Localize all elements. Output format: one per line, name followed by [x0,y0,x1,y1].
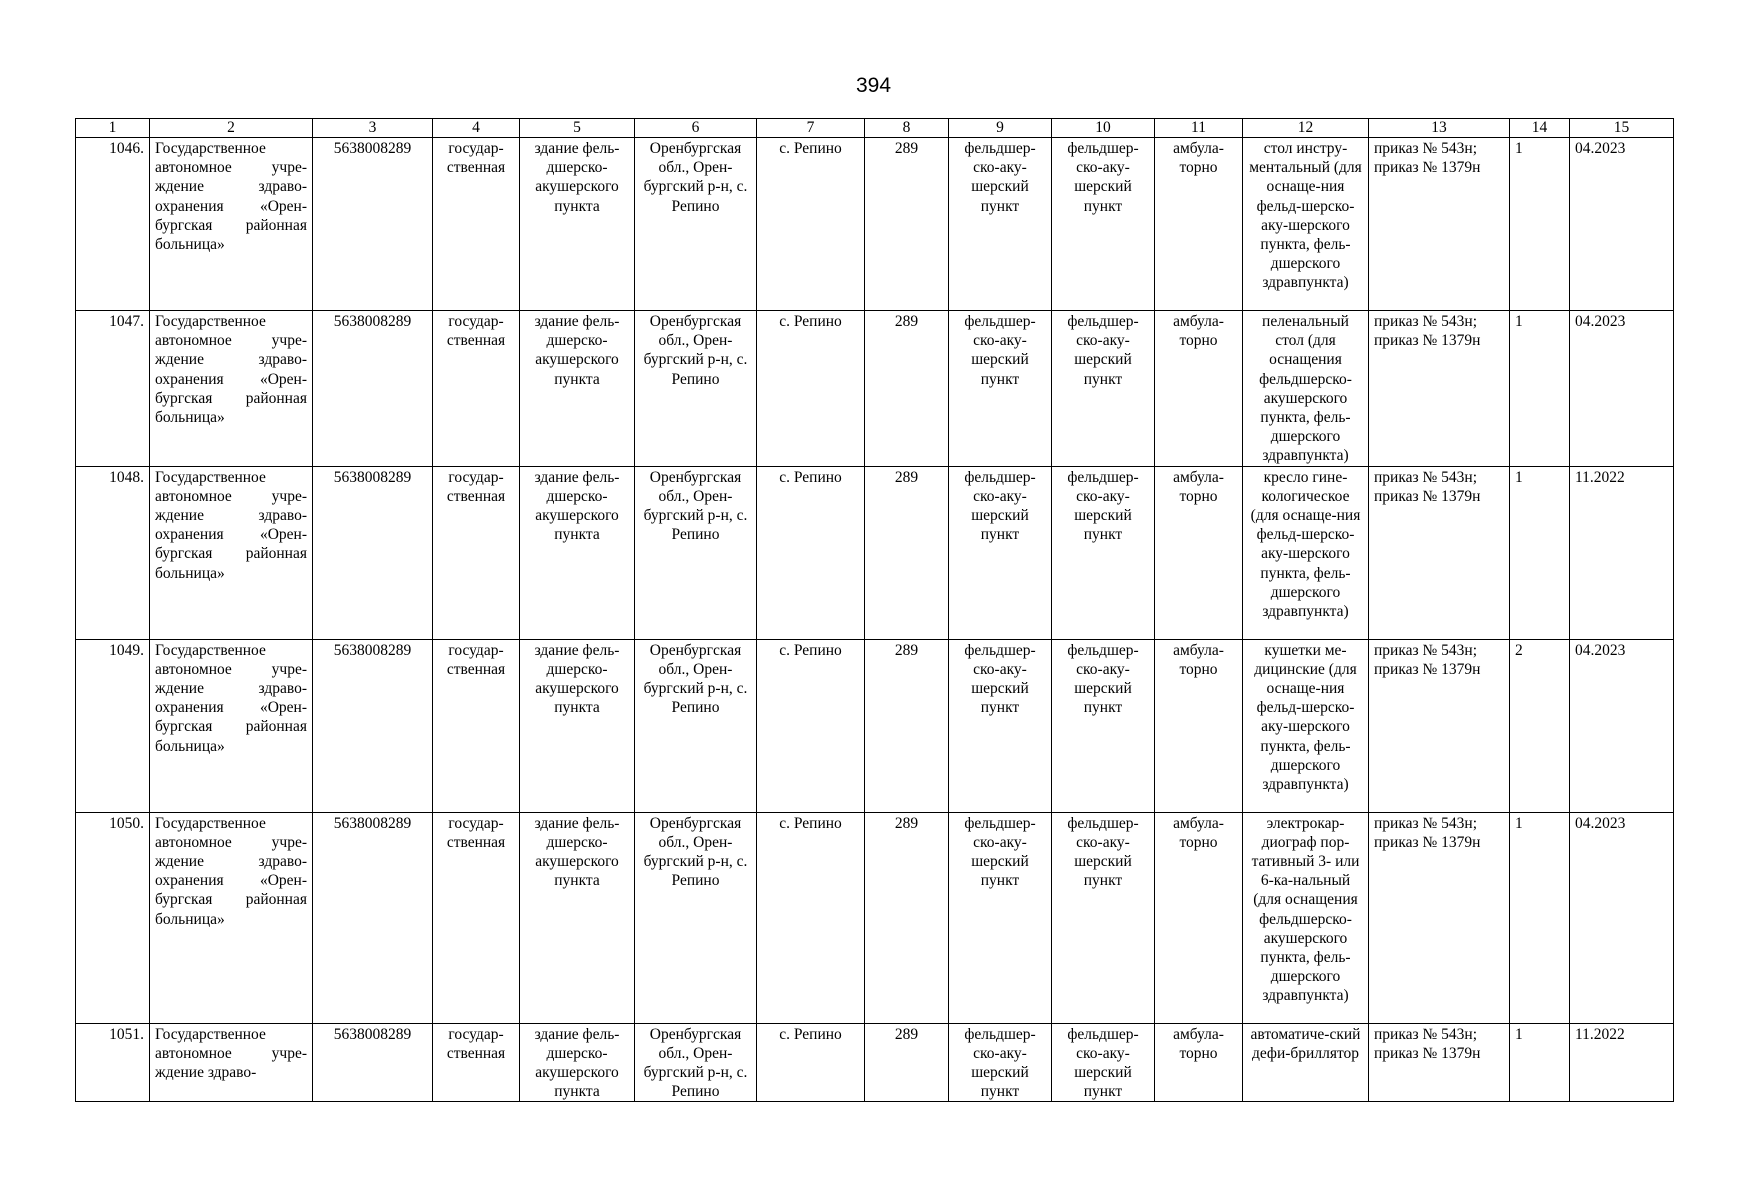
equipment-cell: кресло гине-кологическое (для оснаще-ния фельд-шерско-аку-шерского пункта, фель-дшерского здравпункта) [1243,466,1369,639]
facility-kind-cell: фельдшер-ско-аку-шерский пункт [1052,812,1155,1023]
facility-type-cell: фельдшер-ско-аку-шерский пункт [949,466,1052,639]
building-cell: здание фель-дшерско-акушерского пункта [520,812,635,1023]
ownership-cell: государ-ственная [433,1023,520,1102]
address-cell: Оренбургская обл., Орен-бургский р-н, с. Репино [635,639,757,812]
address-cell: Оренбургская обл., Орен-бургский р-н, с. Репино [635,466,757,639]
locality-cell: с. Репино [757,138,865,311]
ownership-cell: государ-ственная [433,466,520,639]
row-number-cell: 1051. [76,1023,150,1102]
order-cell: приказ № 543н; приказ № 1379н [1369,466,1510,639]
inn-cell: 5638008289 [313,639,433,812]
equipment-cell: автоматиче-ский дефи-бриллятор [1243,1023,1369,1102]
column-header: 1 [76,119,150,138]
facility-kind-cell: фельдшер-ско-аку-шерский пункт [1052,639,1155,812]
care-form-cell: амбула-торно [1155,138,1243,311]
date-cell: 04.2023 [1570,812,1674,1023]
column-header: 6 [635,119,757,138]
address-cell: Оренбургская обл., Орен-бургский р-н, с. Репино [635,311,757,467]
inn-cell: 5638008289 [313,311,433,467]
order-cell: приказ № 543н; приказ № 1379н [1369,812,1510,1023]
quantity-cell: 1 [1510,311,1570,467]
order-cell: приказ № 543н; приказ № 1379н [1369,311,1510,467]
row-number-cell: 1048. [76,466,150,639]
care-form-cell: амбула-торно [1155,466,1243,639]
ownership-cell: государ-ственная [433,311,520,467]
column-header: 14 [1510,119,1570,138]
population-cell: 289 [865,812,949,1023]
row-number-cell: 1049. [76,639,150,812]
column-header: 4 [433,119,520,138]
order-cell: приказ № 543н; приказ № 1379н [1369,138,1510,311]
date-cell: 04.2023 [1570,311,1674,467]
table-row [76,639,1674,812]
facility-kind-cell: фельдшер-ско-аку-шерский пункт [1052,138,1155,311]
page-number: 394 [855,74,892,97]
quantity-cell: 1 [1510,138,1570,311]
row-number-cell: 1050. [76,812,150,1023]
column-header: 15 [1570,119,1674,138]
care-form-cell: амбула-торно [1155,639,1243,812]
organization-cell: Государственное автономное учре-ждение здраво-охранения «Орен-бургская районная больница» [150,138,313,311]
quantity-cell: 1 [1510,466,1570,639]
quantity-cell: 1 [1510,812,1570,1023]
registry-table [75,118,1674,1102]
facility-kind-cell: фельдшер-ско-аку-шерский пункт [1052,466,1155,639]
column-header: 5 [520,119,635,138]
building-cell: здание фель-дшерско-акушерского пункта [520,138,635,311]
building-cell: здание фель-дшерско-акушерского пункта [520,639,635,812]
date-cell: 11.2022 [1570,1023,1674,1102]
population-cell: 289 [865,138,949,311]
quantity-cell: 2 [1510,639,1570,812]
facility-type-cell: фельдшер-ско-аку-шерский пункт [949,311,1052,467]
population-cell: 289 [865,466,949,639]
care-form-cell: амбула-торно [1155,1023,1243,1102]
facility-kind-cell: фельдшер-ско-аку-шерский пункт [1052,1023,1155,1102]
facility-type-cell: фельдшер-ско-аку-шерский пункт [949,138,1052,311]
organization-cell: Государственное автономное учре-ждение здраво-охранения «Орен-бургская районная больница» [150,812,313,1023]
locality-cell: с. Репино [757,466,865,639]
facility-type-cell: фельдшер-ско-аку-шерский пункт [949,1023,1052,1102]
building-cell: здание фель-дшерско-акушерского пункта [520,1023,635,1102]
equipment-cell: пеленальный стол (для оснащения фельдшерско-акушерского пункта, фель-дшерского здравпункта) [1243,311,1369,467]
column-header: 8 [865,119,949,138]
building-cell: здание фель-дшерско-акушерского пункта [520,466,635,639]
date-cell: 04.2023 [1570,639,1674,812]
table-row [76,466,1674,639]
facility-type-cell: фельдшер-ско-аку-шерский пункт [949,639,1052,812]
care-form-cell: амбула-торно [1155,311,1243,467]
ownership-cell: государ-ственная [433,138,520,311]
locality-cell: с. Репино [757,812,865,1023]
locality-cell: с. Репино [757,311,865,467]
locality-cell: с. Репино [757,639,865,812]
table-row [76,311,1674,467]
column-header: 7 [757,119,865,138]
equipment-cell: стол инстру-ментальный (для оснаще-ния фельд-шерско-аку-шерского пункта, фель-дшерского здравпункта) [1243,138,1369,311]
organization-cell: Государственное автономное учре-ждение здраво-охранения «Орен-бургская районная больница» [150,466,313,639]
quantity-cell: 1 [1510,1023,1570,1102]
population-cell: 289 [865,311,949,467]
date-cell: 11.2022 [1570,466,1674,639]
inn-cell: 5638008289 [313,812,433,1023]
ownership-cell: государ-ственная [433,639,520,812]
row-number-cell: 1047. [76,311,150,467]
header-row [76,119,1674,138]
population-cell: 289 [865,1023,949,1102]
column-header: 3 [313,119,433,138]
building-cell: здание фель-дшерско-акушерского пункта [520,311,635,467]
organization-cell: Государственное автономное учре-ждение здраво- [150,1023,313,1102]
organization-cell: Государственное автономное учре-ждение здраво-охранения «Орен-бургская районная больница» [150,311,313,467]
order-cell: приказ № 543н; приказ № 1379н [1369,1023,1510,1102]
facility-kind-cell: фельдшер-ско-аку-шерский пункт [1052,311,1155,467]
column-header: 2 [150,119,313,138]
locality-cell: с. Репино [757,1023,865,1102]
address-cell: Оренбургская обл., Орен-бургский р-н, с. Репино [635,1023,757,1102]
inn-cell: 5638008289 [313,466,433,639]
inn-cell: 5638008289 [313,138,433,311]
column-header: 9 [949,119,1052,138]
organization-cell: Государственное автономное учре-ждение здраво-охранения «Орен-бургская районная больница» [150,639,313,812]
table-row [76,812,1674,1023]
care-form-cell: амбула-торно [1155,812,1243,1023]
population-cell: 289 [865,639,949,812]
column-header: 12 [1243,119,1369,138]
order-cell: приказ № 543н; приказ № 1379н [1369,639,1510,812]
inn-cell: 5638008289 [313,1023,433,1102]
table-row [76,138,1674,311]
table-row [76,1023,1674,1102]
column-header: 11 [1155,119,1243,138]
ownership-cell: государ-ственная [433,812,520,1023]
address-cell: Оренбургская обл., Орен-бургский р-н, с. Репино [635,812,757,1023]
equipment-cell: кушетки ме-дицинские (для оснаще-ния фельд-шерско-аку-шерского пункта, фель-дшерского здравпункта) [1243,639,1369,812]
column-header: 13 [1369,119,1510,138]
row-number-cell: 1046. [76,138,150,311]
equipment-cell: электрокар-диограф пор-тативный 3- или 6-ка-нальный (для оснащения фельдшерско-акушерского пункта, фель-дшерского здравпункта) [1243,812,1369,1023]
date-cell: 04.2023 [1570,138,1674,311]
facility-type-cell: фельдшер-ско-аку-шерский пункт [949,812,1052,1023]
address-cell: Оренбургская обл., Орен-бургский р-н, с. Репино [635,138,757,311]
column-header: 10 [1052,119,1155,138]
